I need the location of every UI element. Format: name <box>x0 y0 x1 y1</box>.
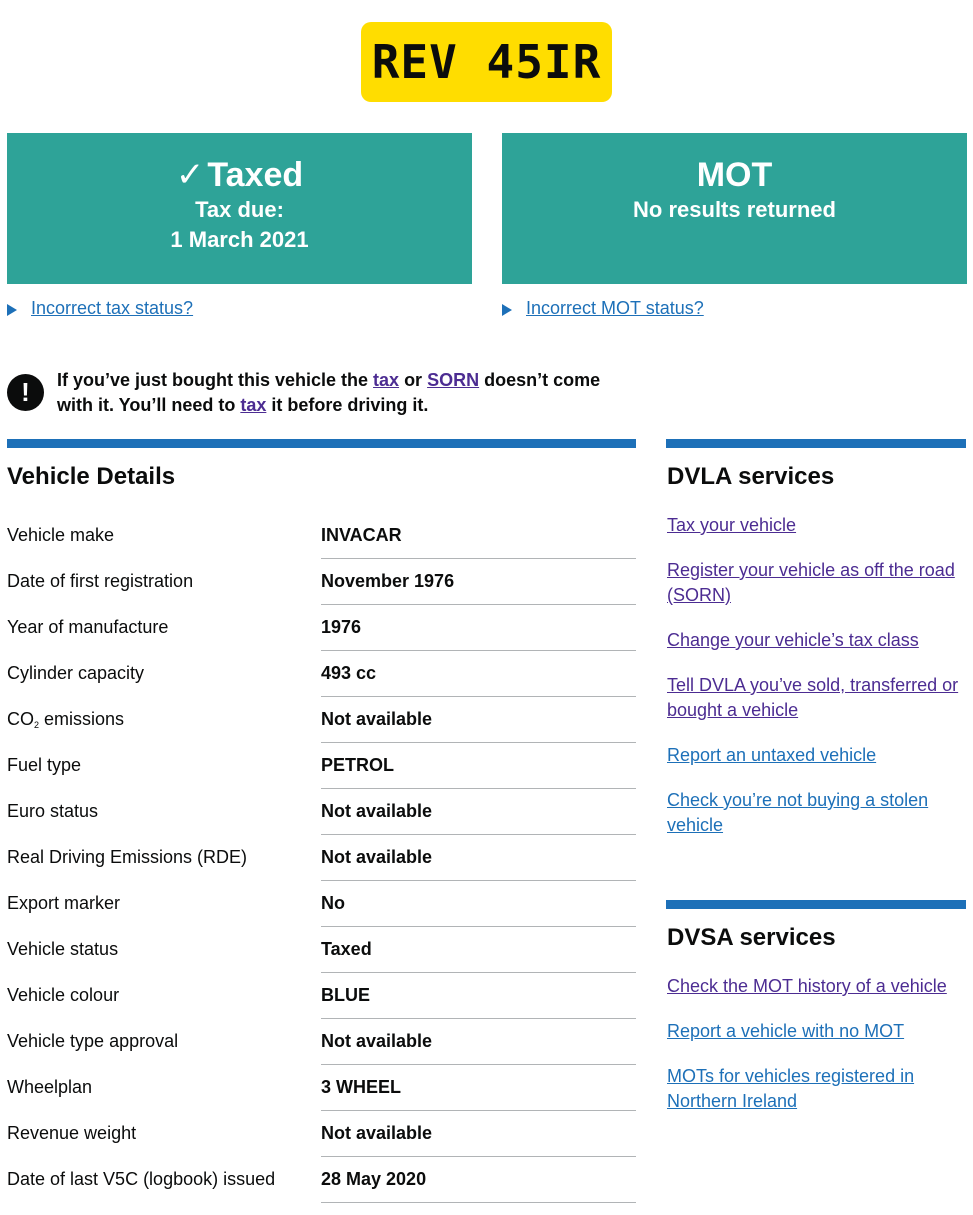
detail-key: Vehicle make <box>7 525 115 546</box>
service-link[interactable]: Tell DVLA you’ve sold, transferred or bought a vehicle <box>667 675 959 720</box>
dvla-services-list <box>667 513 967 858</box>
triangle-right-icon <box>7 304 17 316</box>
mot-status-panel <box>502 133 967 284</box>
table-row <box>7 743 636 789</box>
table-row <box>7 605 636 651</box>
tax-due-label: Tax due: <box>195 197 284 222</box>
table-row <box>7 513 636 559</box>
warning-icon: ! <box>7 374 44 411</box>
detail-key-suffix: emissions <box>39 709 125 729</box>
service-link[interactable]: Check the MOT history of a vehicle <box>667 976 947 996</box>
dvsa-services-list <box>667 974 967 1134</box>
table-row <box>7 881 636 927</box>
mot-status: No results returned <box>633 197 836 222</box>
vehicle-details-table <box>7 513 636 1203</box>
list-item <box>667 743 967 768</box>
table-row <box>7 1065 636 1111</box>
table-row <box>7 697 636 743</box>
table-row <box>7 789 636 835</box>
table-row <box>7 835 636 881</box>
list-item <box>667 628 967 653</box>
incorrect-mot-link[interactable]: Incorrect MOT status? <box>526 298 704 318</box>
detail-value: 493 cc <box>321 651 636 697</box>
detail-value: 1976 <box>321 605 636 651</box>
service-link[interactable]: Report a vehicle with no MOT <box>667 1021 905 1041</box>
detail-value: INVACAR <box>321 513 636 559</box>
detail-key: Cylinder capacity <box>7 663 145 683</box>
detail-key: Vehicle status <box>7 939 119 959</box>
list-item <box>667 673 967 723</box>
detail-key: Real Driving Emissions (RDE) <box>7 847 248 867</box>
detail-value: No <box>321 881 636 927</box>
detail-value: PETROL <box>321 743 636 789</box>
list-item <box>667 1019 967 1044</box>
warning-text-part: it before driving it. <box>266 395 429 415</box>
detail-key: Date of first registration <box>7 571 194 591</box>
tax-due-date: 1 March 2021 <box>170 227 309 252</box>
detail-value: 3 WHEEL <box>321 1065 636 1111</box>
warning-text <box>57 368 637 418</box>
detail-value: Taxed <box>321 927 636 973</box>
detail-key: Wheelplan <box>7 1077 93 1097</box>
list-item <box>667 974 967 999</box>
mot-title: MOT <box>696 156 773 194</box>
detail-value: BLUE <box>321 973 636 1019</box>
table-row <box>7 1157 636 1203</box>
service-link[interactable]: Change your vehicle’s tax class <box>667 630 919 650</box>
detail-key-prefix: CO <box>7 709 34 729</box>
triangle-right-icon <box>502 304 512 316</box>
section-divider <box>666 900 966 909</box>
incorrect-mot-details[interactable] <box>502 298 704 319</box>
service-link[interactable]: Tax your vehicle <box>667 515 797 535</box>
incorrect-tax-details[interactable] <box>7 298 193 319</box>
detail-value: Not available <box>321 1111 636 1157</box>
vehicle-details-heading: Vehicle Details <box>7 463 176 490</box>
detail-value: Not available <box>321 835 636 881</box>
warning-text-part: If you’ve just bought this vehicle the <box>57 370 374 390</box>
detail-value: Not available <box>321 789 636 835</box>
warning-text-part: doesn’t come with it. You’ll need to <box>57 370 601 415</box>
dvla-services-heading: DVLA services <box>667 463 835 490</box>
tax-status: Taxed <box>207 156 304 194</box>
service-link[interactable]: Register your vehicle as off the road (SORN) <box>667 560 955 605</box>
tax-status-panel <box>7 133 472 284</box>
list-item <box>667 513 967 538</box>
warning-text-part: or <box>399 370 428 390</box>
detail-key: Export marker <box>7 893 121 913</box>
table-row <box>7 1111 636 1157</box>
table-row <box>7 559 636 605</box>
section-divider <box>7 439 636 448</box>
detail-value: Not available <box>321 1019 636 1065</box>
detail-key-subscript: 2 <box>34 720 40 730</box>
detail-value: 28 May 2020 <box>321 1157 636 1203</box>
incorrect-tax-link[interactable]: Incorrect tax status? <box>31 298 194 318</box>
section-divider <box>666 439 966 448</box>
tax-link[interactable]: tax <box>373 370 400 390</box>
table-row <box>7 927 636 973</box>
sorn-link[interactable]: SORN <box>427 370 480 390</box>
table-row <box>7 1019 636 1065</box>
detail-key: Vehicle colour <box>7 985 120 1005</box>
list-item <box>667 788 967 838</box>
service-link[interactable]: Report an untaxed vehicle <box>667 745 877 765</box>
check-icon: ✓ <box>175 156 205 194</box>
detail-value: November 1976 <box>321 559 636 605</box>
detail-key: Fuel type <box>7 755 82 775</box>
dvsa-services-heading: DVSA services <box>667 924 836 951</box>
detail-value: Not available <box>321 697 636 743</box>
detail-key: Vehicle type approval <box>7 1031 179 1051</box>
warning-notice <box>7 368 637 418</box>
list-item <box>667 558 967 608</box>
detail-key <box>7 697 321 743</box>
detail-key: Date of last V5C (logbook) issued <box>7 1169 276 1189</box>
detail-key: Euro status <box>7 801 99 821</box>
tax-link-2[interactable]: tax <box>240 395 267 415</box>
list-item <box>667 1064 967 1114</box>
service-link[interactable]: Check you’re not buying a stolen vehicle <box>667 790 929 835</box>
table-row <box>7 973 636 1019</box>
detail-key: Revenue weight <box>7 1123 137 1143</box>
table-row <box>7 651 636 697</box>
detail-key: Year of manufacture <box>7 617 169 637</box>
service-link[interactable]: MOTs for vehicles registered in Northern Ireland <box>667 1066 915 1111</box>
registration-plate: REV 45IR <box>361 22 612 102</box>
